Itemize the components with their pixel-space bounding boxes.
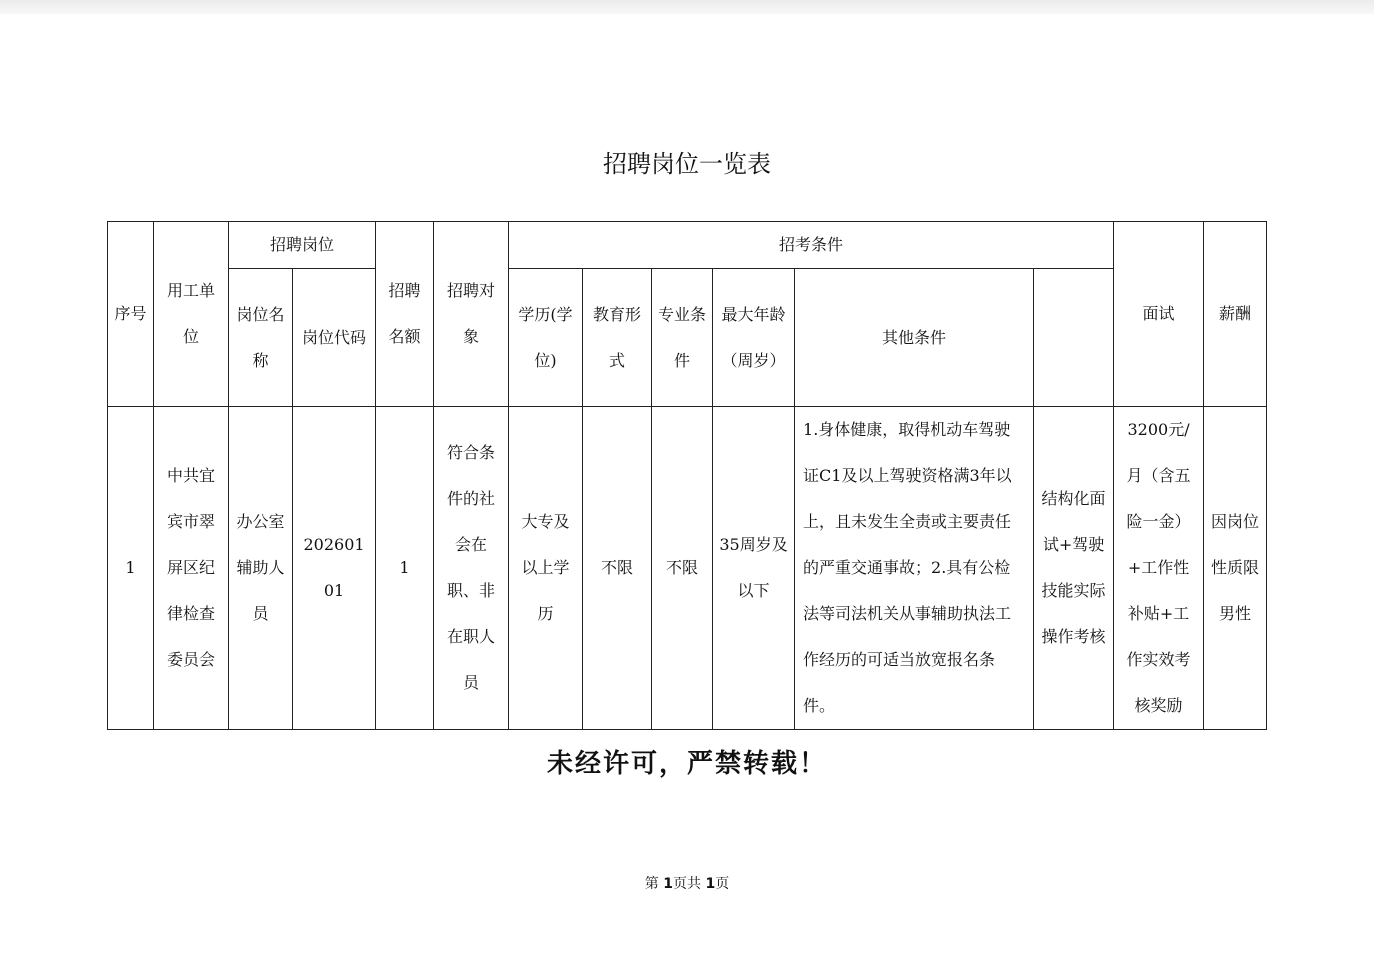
cell-education-form: 不限 xyxy=(583,407,652,730)
header-other: 其他条件 xyxy=(795,269,1034,407)
cell-position-code: 20260101 xyxy=(293,407,376,730)
header-target: 招聘对象 xyxy=(434,222,509,407)
cell-other-conditions: 1.身体健康，取得机动车驾驶证C1及以上驾驶资格满3年以上，且未发生全责或主要责任的严重交通事故；2.具有公检法等司法机关从事辅助执法工作经历的可适当放宽报名条件。 xyxy=(795,407,1034,730)
cell-interview: 结构化面试+驾驶技能实际操作考核 xyxy=(1034,407,1114,730)
cell-quota: 1 xyxy=(376,407,434,730)
header-major: 专业条件 xyxy=(652,269,713,407)
cell-max-age: 35周岁及以下 xyxy=(713,407,795,730)
footer-suffix: 页 xyxy=(715,876,730,892)
header-education: 学历(学位) xyxy=(509,269,583,407)
cell-target: 符合条件的社会在职、非在职人员 xyxy=(434,407,509,730)
cell-employer: 中共宜宾市翠屏区纪律检查委员会 xyxy=(154,407,229,730)
header-max-age: 最大年龄（周岁） xyxy=(713,269,795,407)
total-pages-number: 1 xyxy=(705,876,716,892)
page-title: 招聘岗位一览表 xyxy=(603,150,771,178)
cell-education: 大专及以上学历 xyxy=(509,407,583,730)
current-page-number: 1 xyxy=(663,876,673,892)
cell-position-name: 办公室辅助人员 xyxy=(229,407,293,730)
header-interview: 面试 xyxy=(1114,222,1204,407)
header-education-form: 教育形式 xyxy=(583,269,652,407)
header-position-name: 岗位名称 xyxy=(229,269,293,407)
header-quota: 招聘名额 xyxy=(376,222,434,407)
header-position-group: 招聘岗位 xyxy=(229,222,376,269)
cell-remarks: 因岗位性质限男性 xyxy=(1204,407,1267,730)
cell-salary: 3200元/月（含五险一金）+工作性补贴+工作实效考核奖励 xyxy=(1114,407,1204,730)
cell-major: 不限 xyxy=(652,407,713,730)
reprint-notice: 未经许可，严禁转载！ xyxy=(546,749,827,779)
header-conditions-group: 招考条件 xyxy=(509,222,1114,269)
viewer-top-bar xyxy=(0,0,1374,14)
recruitment-table xyxy=(107,221,1267,730)
header-employer: 用工单位 xyxy=(154,222,229,407)
page-footer xyxy=(0,874,1374,894)
header-salary: 薪酬 xyxy=(1204,222,1267,407)
header-position-code: 岗位代码 xyxy=(293,269,376,407)
table-row xyxy=(108,407,1267,730)
header-serial: 序号 xyxy=(108,222,154,407)
footer-prefix: 第 xyxy=(644,876,659,892)
cell-serial: 1 xyxy=(108,407,154,730)
footer-middle: 页共 xyxy=(673,876,701,892)
